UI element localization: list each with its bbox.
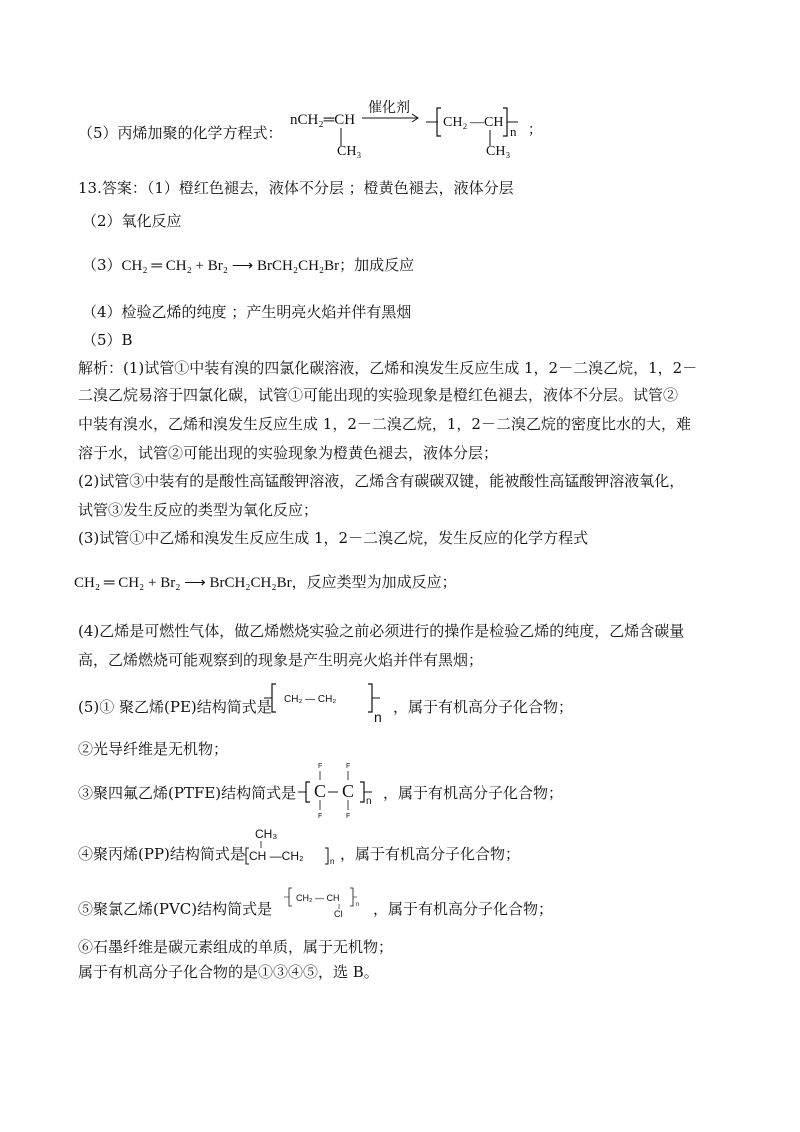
pp-n: n [330,857,335,866]
product-dash: — [470,115,484,130]
ptfe-f-bottom-2: F [346,813,351,820]
product-bracket-left [437,108,441,136]
reactant-methyl: CH₃ [337,144,362,159]
explanation-4-line-1: (4)乙烯是可燃性气体，做乙烯燃烧实验之前必须进行的操作是检验乙烯的纯度，乙烯含碳量 [78,622,685,640]
ptfe-f-top-1: F [318,763,323,770]
explanation-3-suffix: ，反应类型为加成反应； [291,573,457,591]
explanation-1-line-4: 溶于水，试管②可能出现的实验现象为橙黄色褪去，液体分层； [78,444,499,462]
pe-structure [268,678,398,728]
pvc-n: n [356,902,360,908]
explanation-2-line-1: (2)试管③中装有的是酸性高锰酸钾溶液，乙烯含有碳碳双键，能被酸性高锰酸钾溶液氧化， [78,472,685,490]
pe-n: n [374,709,382,725]
product-bracket-right [503,108,507,136]
pp-prefix: ④聚丙烯(PP)结构简式是 [78,845,245,863]
ptfe-c-1: C [314,781,327,801]
product-ch: CH [484,115,504,130]
pp-suffix: ，属于有机高分子化合物； [340,845,521,863]
answer-line-1: 13.答案：（1）橙红色褪去，液体不分层 ；橙黄色褪去，液体分层 [78,179,514,197]
product-methyl: CH₃ [486,144,511,159]
explanation-4-line-2: 高，乙烯燃烧可能观察到的现象是产生明亮火焰并伴有黑烟； [78,651,484,669]
pe-suffix: ，属于有机高分子化合物； [393,698,574,716]
ptfe-suffix: ，属于有机高分子化合物； [383,784,564,802]
q12-5-label: （5）丙烯加聚的化学方程式： [78,124,283,142]
ptfe-structure [296,760,396,820]
product-n: n [510,124,517,139]
pvc-suffix: ，属于有机高分子化合物； [373,900,554,918]
ptfe-f-top-2: F [346,763,351,770]
pvc-formula: CH₂ — CH [296,893,340,903]
ptfe-f-bottom-1: F [318,813,323,820]
answer3-equation: CH₂ ═ CH₂ + Br₂ ⟶ BrCH₂CH₂Br [121,258,340,274]
graphite-line: ⑥石墨纤维是碳元素组成的单质，属于无机物； [78,938,394,956]
ptfe-c-2: C [342,781,355,801]
propylene-reactant: nCH₂═CH [290,112,356,128]
answer-line-4: （4）检验乙烯的纯度 ；产生明亮火焰并伴有黑烟 [82,303,412,321]
fiber-line: ②光导纤维是无机物； [78,740,229,758]
ptfe-prefix: ③聚四氟乙烯(PTFE)结构简式是 [78,784,297,802]
pvc-cl: Cl [334,909,343,919]
explanation-2-line-2: 试管③发生反应的类型为氧化反应； [78,501,319,519]
pp-methyl: CH₃ [255,827,278,841]
q12-5-tail: ； [528,123,542,138]
answer-line-2: （2）氧化反应 [82,212,182,230]
explanation-3-equation: CH₂ ═ CH₂ + Br₂ ⟶ BrCH₂CH₂Br [74,575,292,591]
answer-line-5: （5）B [82,331,133,349]
explanation-3-equation-line [74,572,457,593]
answer3-suffix: ；加成反应 [339,256,415,274]
explanation-1-line-2: 二溴乙烷易溶于四氯化碳，试管①可能出现的实验现象是橙红色褪去，液体不分层。试管② [78,386,679,404]
pvc-structure [282,884,382,924]
pe-formula: CH₂ — CH₂ [284,694,337,705]
product-ch2: CH₂ [443,115,468,130]
explanation-3-line-1: (3)试管①中乙烯和溴发生反应生成 1，2－二溴乙烷，发生反应的化学方程式 [78,529,589,547]
explanation-1-line-1: 解析：(1)试管①中装有溴的四氯化碳溶液，乙烯和溴发生反应生成 1，2－二溴乙烷，1，2－ [78,359,698,377]
pp-formula: CH —CH₂ [249,849,304,863]
catalyst-label: 催化剂 [368,101,410,116]
pp-structure [243,824,353,870]
answer3-prefix: （3） [82,256,122,274]
explanation-1-line-3: 中装有溴水，乙烯和溴发生反应生成 1，2－二溴乙烷，1，2－二溴乙烷的密度比水的大，难 [78,415,691,433]
propylene-polymerization-equation [0,0,800,170]
answer-line-3 [82,255,414,276]
final-answer-line: 属于有机高分子化合物的是①③④⑤，选 B。 [78,963,379,981]
pe-prefix: (5)① 聚乙烯(PE)结构简式是 [78,698,272,716]
ptfe-n: n [366,796,372,807]
pvc-prefix: ⑤聚氯乙烯(PVC)结构简式是 [78,900,273,918]
